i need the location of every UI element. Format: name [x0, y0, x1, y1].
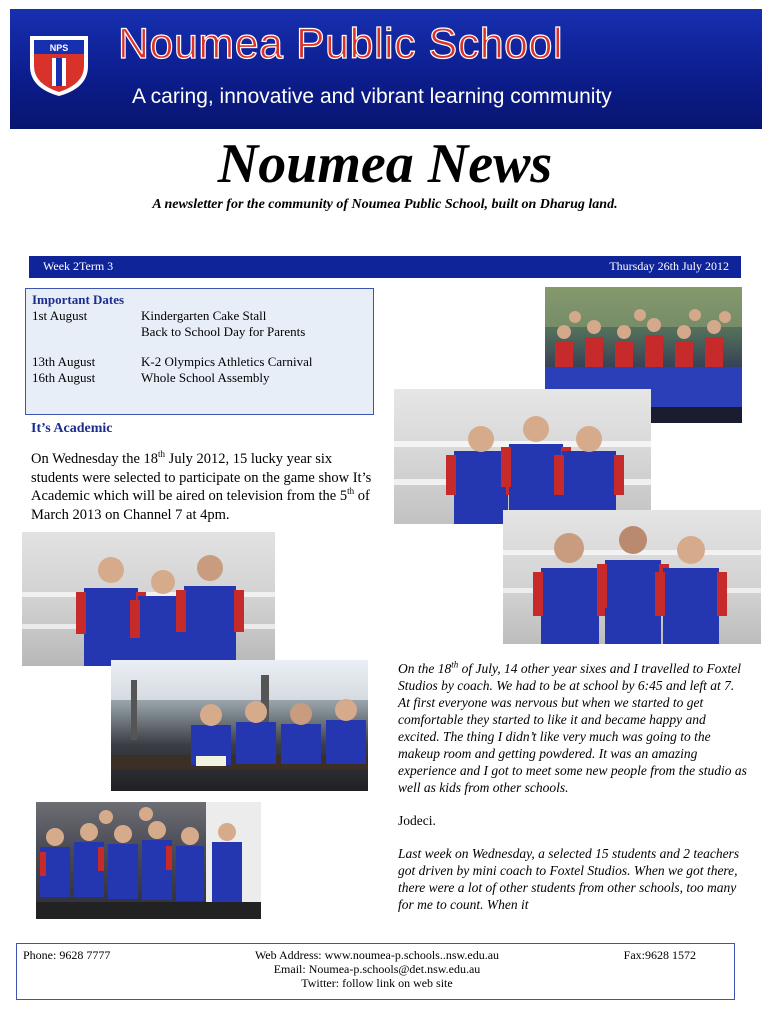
important-dates-box [25, 288, 374, 415]
newsletter-title: Noumea News [217, 133, 553, 195]
email-address[interactable]: Email: Noumea-p.schools@det.nsw.edu.au [273, 962, 481, 976]
contact-footer [16, 943, 735, 1000]
week-bar [29, 256, 741, 278]
school-name: Noumea Public School [118, 20, 564, 68]
story-paragraph: Last week on Wednesday, a selected 15 students and 2 teachers got driven by mini coach to Foxtel Studios. When we got there, there were a lot of other students from other schools, too many for me to count. When it [398, 846, 740, 912]
date-event: Kindergarten Cake Stall [141, 308, 267, 323]
important-dates-heading: Important Dates [32, 292, 125, 307]
footer-contacts [197, 948, 557, 990]
twitter-link[interactable]: Twitter: follow link on web site [301, 976, 453, 990]
phone-number: Phone: 9628 7777 [23, 948, 111, 962]
students-photo [22, 532, 275, 666]
students-photo [394, 389, 651, 524]
group-photo [36, 802, 261, 919]
date-event: Back to School Day for Parents [141, 324, 306, 339]
date-label: 13th August [32, 354, 96, 369]
story-signature: Jodeci. [398, 813, 436, 828]
fax-number: Fax:9628 1572 [623, 948, 696, 962]
story-paragraph: On the 18th of July, 14 other year sixes and I travelled to Foxtel Studios by coach. We had to be at school by 6:45 and left at 7. At first everyone was nervous but when we started to get comfortable they started to like it and became happy and excited. The thing I didn’t like very much was going to the makeup room and getting powdered. It was an amazing experience and I got to meet some new people from the studio as well as kids from other schools. [398, 659, 747, 795]
student-story [398, 660, 748, 929]
school-tagline: A caring, innovative and vibrant learning community [132, 85, 612, 108]
date-event: Whole School Assembly [141, 370, 270, 385]
article-heading: It’s Academic [31, 421, 113, 436]
svg-text:NPS: NPS [49, 43, 69, 53]
web-address[interactable]: Web Address: www.noumea-p.schools..nsw.edu.au [254, 948, 500, 962]
week-term-label: Week 2Term 3 [43, 259, 114, 273]
school-crest-logo [26, 32, 92, 98]
date-event: K-2 Olympics Athletics Carnival [141, 354, 313, 369]
newsletter-subtitle: A newsletter for the community of Noumea Public School, built on Dharug land. [152, 197, 618, 212]
issue-date: Thursday 26th July 2012 [609, 259, 729, 273]
article-body: On Wednesday the 18th July 2012, 15 lucky year six students were selected to participate on the game show It’s Academic which will be aired on television from the 5th of March 2013 on Channel 7 at 4pm. [31, 449, 372, 523]
date-label: 16th August [32, 370, 96, 385]
date-label: 1st August [32, 308, 88, 323]
outdoor-photo [111, 660, 368, 791]
students-photo [503, 510, 761, 644]
